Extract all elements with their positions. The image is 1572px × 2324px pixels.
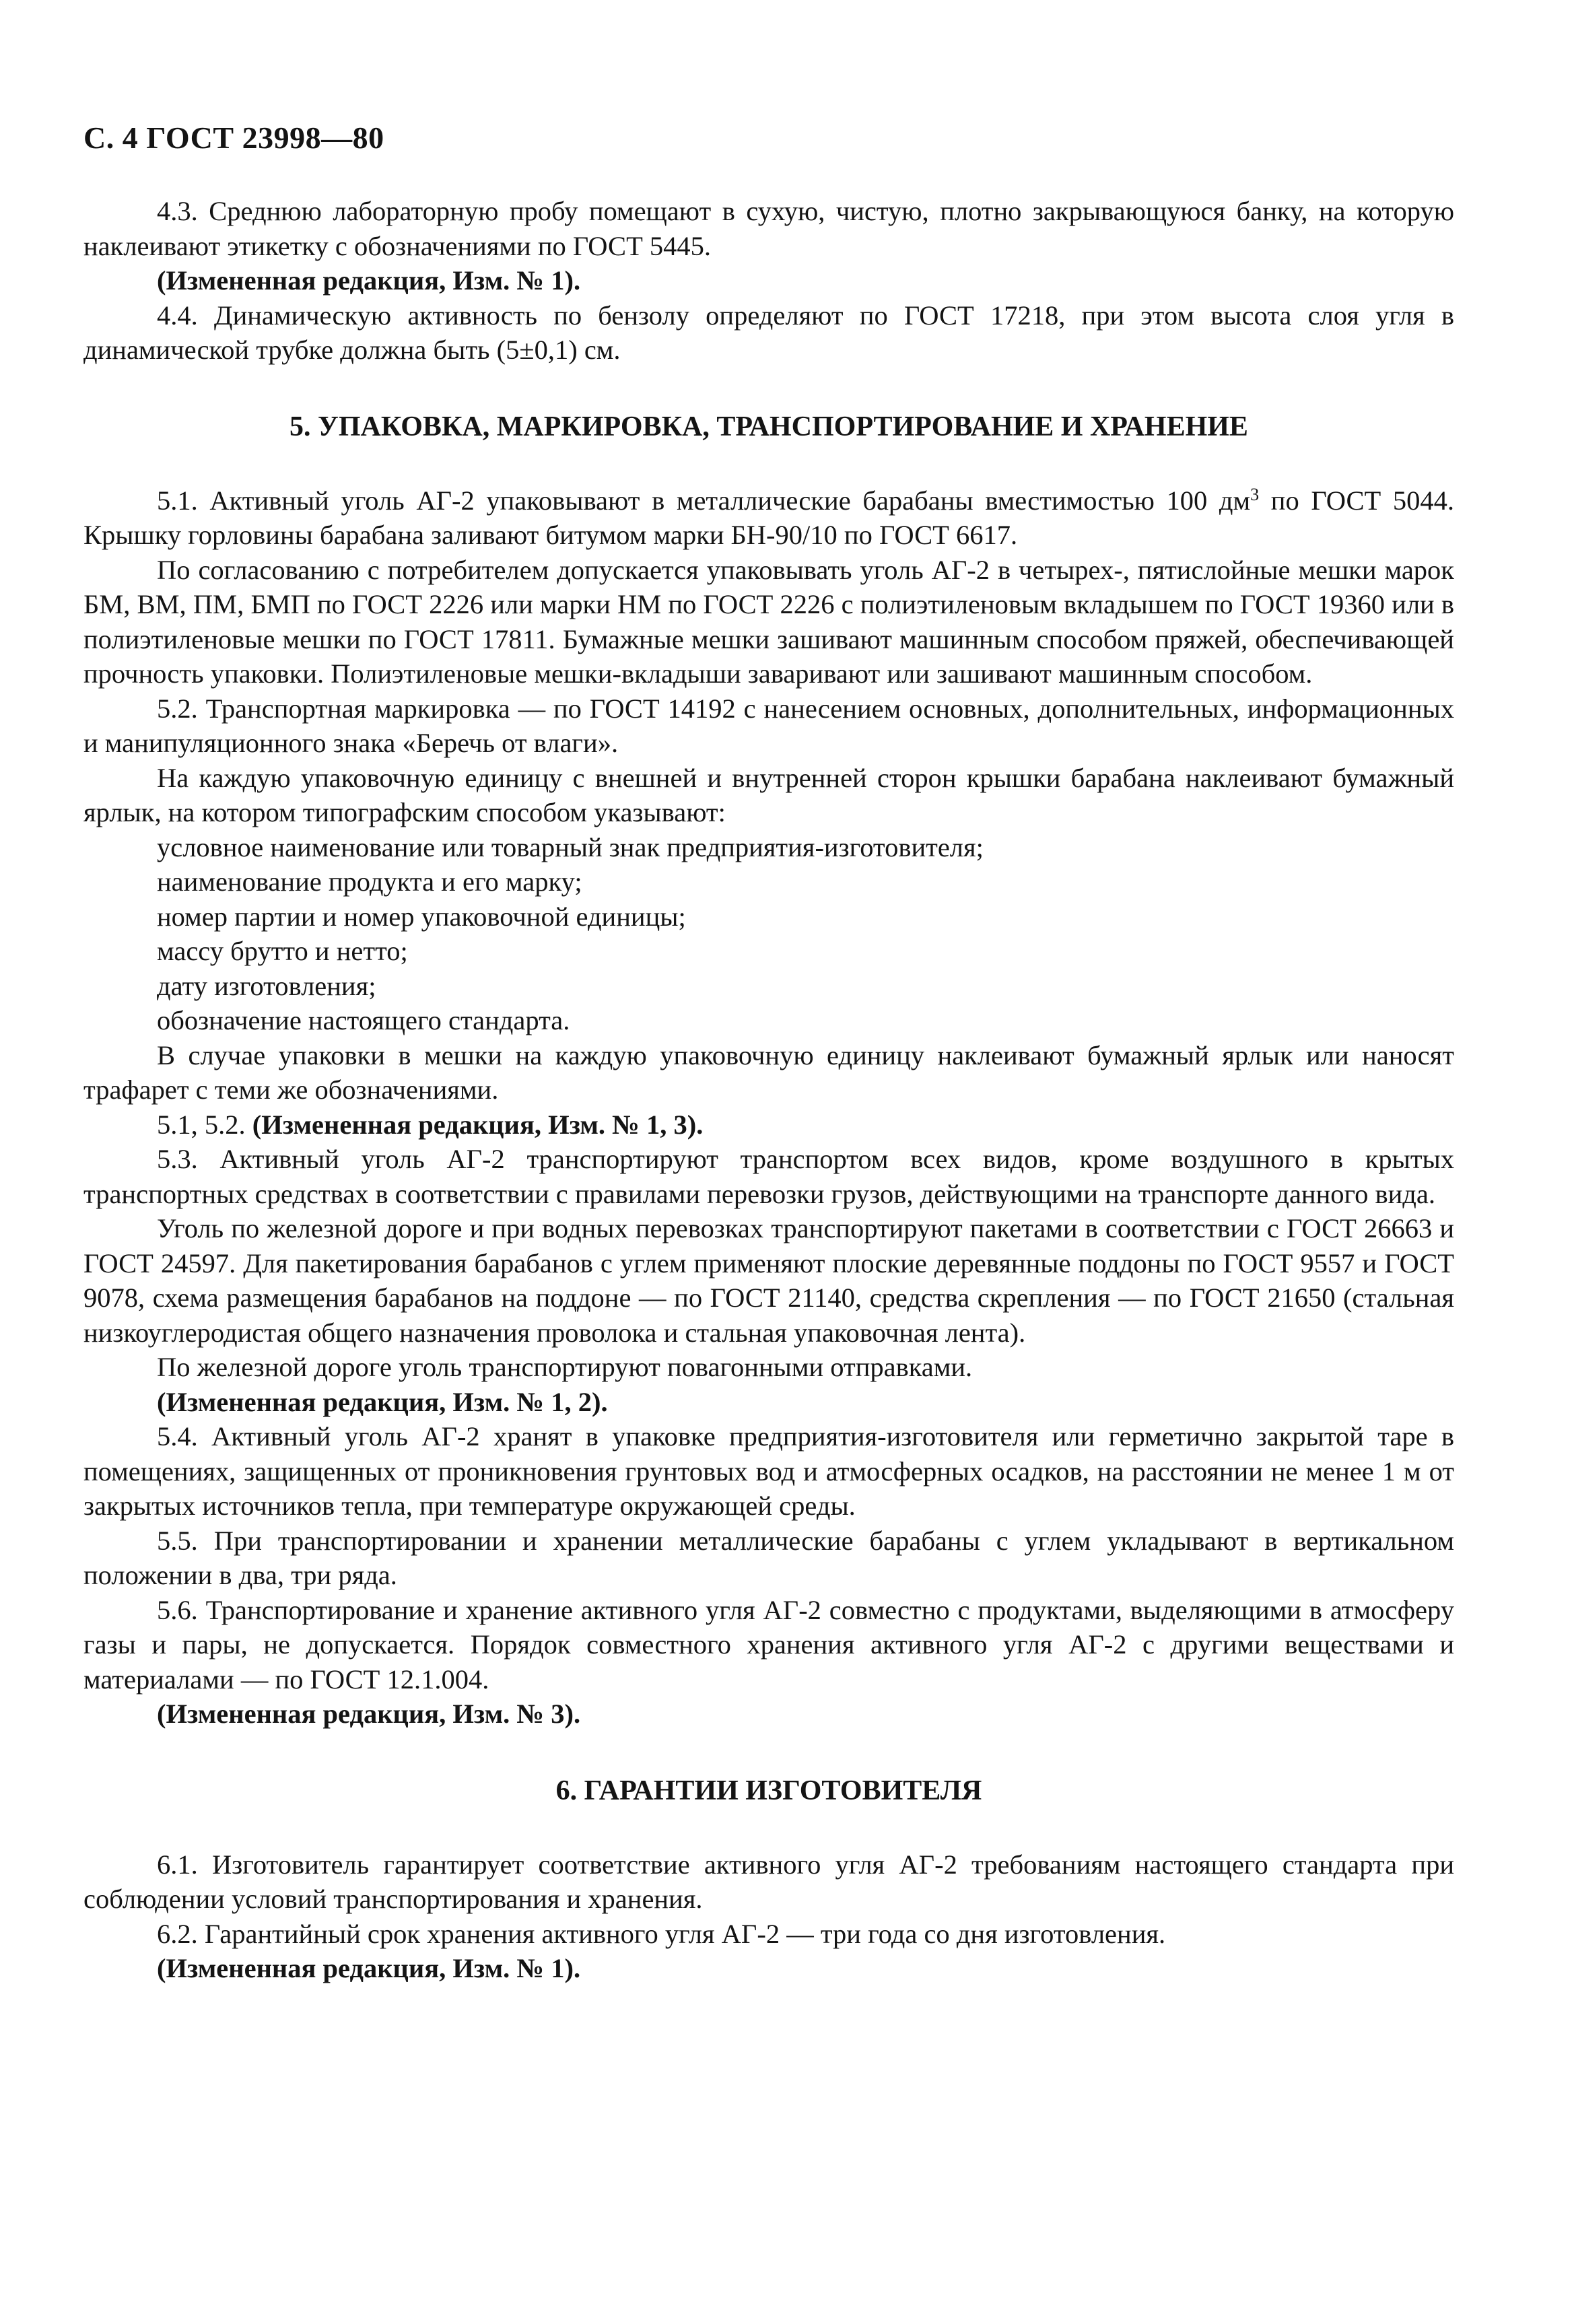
amendment-note: (Измененная редакция, Изм. № 3).: [157, 1699, 581, 1729]
paragraph-5-1: 5.1. Активный уголь АГ-2 упаковывают в металлические барабаны вместимостью 100 $дм^3$ по ГОСТ 5044. Крышку горловины барабана заливают битумом марки БН-90/10 по ГОСТ 6617.: [83, 484, 1455, 550]
paragraph-5-2-3: В случае упаковки в мешки на каждую упаковочную единицу наклеивают бумажный ярлык или наносят трафарет с теми же обозначениями.: [83, 1039, 1454, 1105]
list-item: условное наименование или товарный знак предприятия-изготовителя;: [157, 831, 984, 862]
amendment-note: (Измененная редакция, Изм. № 1).: [157, 265, 581, 296]
paragraph-5-3-3: По железной дороге уголь транспортируют повагонными отправками.: [157, 1352, 973, 1382]
list-item: дату изготовления;: [157, 970, 376, 1001]
list-item: номер партии и номер упаковочной единицы;: [157, 901, 686, 932]
paragraph-5-6: 5.6. Транспортирование и хранение активного угля АГ-2 совместно с продуктами, выделяющими в атмосферу газы и пары, не допускается. Порядок совместного хранения активного угля АГ-2 с другими веществами и материалами — по ГОСТ 12.1.004.: [83, 1594, 1454, 1695]
paragraph-5-2-2: На каждую упаковочную единицу с внешней и внутренней сторон крышки барабана наклеивают бумажный ярлык, на котором типографским способом указывают:: [83, 762, 1454, 827]
paragraph-4-4: 4.4. Динамическую активность по бензолу определяют по ГОСТ 17218, при этом высота слоя угля в динамической трубке должна быть (5±0,1) см.: [83, 300, 1454, 365]
page-header: С. 4 ГОСТ 23998—80: [83, 121, 384, 155]
paragraph-5-5: 5.5. При транспортировании и хранении металлические барабаны с углем укладывают в вертикальном положении в два, три ряда.: [83, 1525, 1454, 1590]
list-item: обозначение настоящего стандарта.: [157, 1005, 570, 1035]
section-6-title: 6. ГАРАНТИИ ИЗГОТОВИТЕЛЯ: [555, 1775, 982, 1806]
section-5-title: 5. УПАКОВКА, МАРКИРОВКА, ТРАНСПОРТИРОВАНИЕ И ХРАНЕНИЕ: [289, 411, 1248, 442]
document-body: [83, 194, 1454, 1986]
list-item: наименование продукта и его марку;: [157, 866, 582, 897]
paragraph-5-3: 5.3. Активный уголь АГ-2 транспортируют транспортом всех видов, кроме воздушного в крытых транспортных средствах в соответствии с правилами перевозки грузов, действующими на транспорте данного вида.: [83, 1144, 1454, 1209]
paragraph-4-3: 4.3. Среднюю лабораторную пробу помещают в сухую, чистую, плотно закрывающуюся банку, на которую наклеивают этикетку с обозначениями по ГОСТ 5445.: [83, 196, 1454, 261]
amendment-note: 5.1, 5.2. (Измененная редакция, Изм. № 1, 3).: [157, 1109, 704, 1140]
paragraph-5-4: 5.4. Активный уголь АГ-2 хранят в упаковке предприятия-изготовителя или герметично закрытой таре в помещениях, защищенных от проникновения грунтовых вод и атмосферных осадков, на расстоянии не менее 1 м от закрытых источников тепла, при температуре окружающей среды.: [83, 1421, 1454, 1521]
paragraph-6-2: 6.2. Гарантийный срок хранения активного угля АГ-2 — три года со дня изготовления.: [157, 1918, 1166, 1949]
paragraph-5-1-2: По согласованию с потребителем допускается упаковывать уголь АГ-2 в четырех-, пятислойные мешки марок БМ, ВМ, ПМ, БМП по ГОСТ 2226 или марки НМ по ГОСТ 2226 с полиэтиленовым вкладышем по ГОСТ 19360 или в полиэтиленовые мешки по ГОСТ 17811. Бумажные мешки зашивают машинным способом пряжей, обеспечивающей прочность упаковки. Полиэтиленовые мешки-вкладыши заваривают или зашивают машинным способом.: [83, 554, 1454, 689]
paragraph-5-3-2: Уголь по железной дороге и при водных перевозках транспортируют пакетами в соответствии с ГОСТ 26663 и ГОСТ 24597. Для пакетирования барабанов с углем применяют плоские деревянные поддоны по ГОСТ 9557 и ГОСТ 9078, схема размещения барабанов на поддоне — по ГОСТ 21140, средства скрепления — по ГОСТ 21650 (стальная низкоуглеродистая общего назначения проволока и стальная упаковочная лента).: [83, 1213, 1454, 1348]
amendment-note: (Измененная редакция, Изм. № 1).: [157, 1953, 581, 1983]
paragraph-6-1: 6.1. Изготовитель гарантирует соответствие активного угля АГ-2 требованиям настоящего стандарта при соблюдении условий транспортирования и хранения.: [83, 1849, 1454, 1914]
amendment-note: (Измененная редакция, Изм. № 1, 2).: [157, 1386, 608, 1417]
list-item: массу брутто и нетто;: [157, 936, 408, 966]
superscript: 3: [1250, 484, 1260, 504]
paragraph-5-2: 5.2. Транспортная маркировка — по ГОСТ 14192 с нанесением основных, дополнительных, информационных и манипуляционного знака «Беречь от влаги».: [83, 693, 1454, 758]
